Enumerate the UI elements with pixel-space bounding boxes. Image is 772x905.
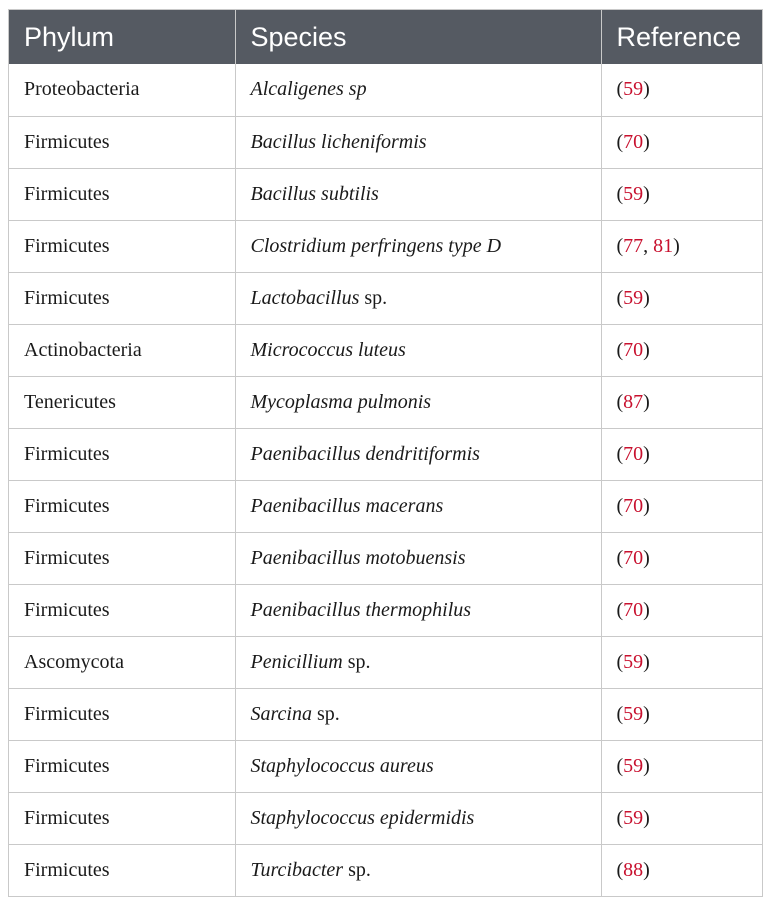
reference-link[interactable]: 59 bbox=[623, 182, 644, 205]
species-cell bbox=[235, 584, 601, 636]
reference-link[interactable]: 87 bbox=[623, 390, 644, 413]
species-cell bbox=[235, 740, 601, 792]
species-cell bbox=[235, 688, 601, 740]
reference-cell: (70) bbox=[601, 584, 762, 636]
species-cell bbox=[235, 272, 601, 324]
species-name: Staphylococcus aureus bbox=[250, 754, 434, 777]
species-name: Bacillus licheniformis bbox=[250, 130, 427, 153]
species-suffix: sp. bbox=[311, 702, 340, 725]
table-row bbox=[9, 480, 762, 532]
species-cell bbox=[235, 376, 601, 428]
species-cell bbox=[235, 220, 601, 272]
phylum-cell: Firmicutes bbox=[9, 116, 235, 168]
species-name: Staphylococcus epidermidis bbox=[250, 806, 475, 829]
phylum-cell: Firmicutes bbox=[9, 428, 235, 480]
table-row bbox=[9, 324, 762, 376]
reference-cell: (70) bbox=[601, 428, 762, 480]
phylum-cell: Actinobacteria bbox=[9, 324, 235, 376]
species-name: Sarcina bbox=[250, 702, 312, 725]
reference-link[interactable]: 70 bbox=[623, 442, 644, 465]
table-row bbox=[9, 168, 762, 220]
table-row bbox=[9, 740, 762, 792]
species-cell bbox=[235, 636, 601, 688]
species-cell bbox=[235, 324, 601, 376]
reference-link[interactable]: 81 bbox=[653, 234, 674, 257]
table-row bbox=[9, 844, 762, 896]
table-row bbox=[9, 116, 762, 168]
reference-link[interactable]: 59 bbox=[623, 702, 644, 725]
species-cell bbox=[235, 168, 601, 220]
table-row bbox=[9, 584, 762, 636]
species-name: Penicillium bbox=[250, 650, 343, 673]
reference-link[interactable]: 59 bbox=[623, 754, 644, 777]
species-cell bbox=[235, 480, 601, 532]
species-cell bbox=[235, 792, 601, 844]
reference-cell: (88) bbox=[601, 844, 762, 896]
species-cell bbox=[235, 532, 601, 584]
reference-cell: (70) bbox=[601, 116, 762, 168]
phylum-cell: Firmicutes bbox=[9, 168, 235, 220]
reference-link[interactable]: 70 bbox=[623, 338, 644, 361]
species-table-frame bbox=[8, 9, 763, 897]
reference-cell: (59) bbox=[601, 64, 762, 116]
reference-cell: (77, 81) bbox=[601, 220, 762, 272]
species-name: Paenibacillus macerans bbox=[250, 494, 444, 517]
table-row bbox=[9, 428, 762, 480]
species-name: Lactobacillus bbox=[250, 286, 360, 309]
phylum-cell: Ascomycota bbox=[9, 636, 235, 688]
table-row bbox=[9, 532, 762, 584]
reference-cell: (59) bbox=[601, 792, 762, 844]
reference-cell: (59) bbox=[601, 168, 762, 220]
species-suffix: sp. bbox=[342, 650, 371, 673]
header-row bbox=[9, 10, 762, 64]
table-row bbox=[9, 272, 762, 324]
table-row bbox=[9, 636, 762, 688]
reference-link[interactable]: 88 bbox=[623, 858, 644, 881]
species-name: Mycoplasma pulmonis bbox=[250, 390, 432, 413]
reference-link[interactable]: 59 bbox=[623, 78, 644, 101]
reference-cell: (87) bbox=[601, 376, 762, 428]
phylum-cell: Firmicutes bbox=[9, 272, 235, 324]
reference-cell: (70) bbox=[601, 480, 762, 532]
reference-cell: (59) bbox=[601, 688, 762, 740]
species-cell bbox=[235, 64, 601, 116]
species-name: Clostridium perfringens type D bbox=[250, 234, 502, 257]
table-row bbox=[9, 220, 762, 272]
header-species: Species bbox=[235, 10, 601, 64]
table-row bbox=[9, 688, 762, 740]
reference-cell: (70) bbox=[601, 532, 762, 584]
species-name: Paenibacillus motobuensis bbox=[250, 546, 466, 569]
reference-link[interactable]: 77 bbox=[623, 234, 644, 257]
phylum-cell: Tenericutes bbox=[9, 376, 235, 428]
species-name: Paenibacillus dendritiformis bbox=[250, 442, 480, 465]
reference-link[interactable]: 59 bbox=[623, 806, 644, 829]
species-cell bbox=[235, 428, 601, 480]
phylum-cell: Firmicutes bbox=[9, 740, 235, 792]
reference-link[interactable]: 59 bbox=[623, 650, 644, 673]
reference-link[interactable]: 59 bbox=[623, 286, 644, 309]
species-name: Alcaligenes sp bbox=[250, 78, 367, 101]
species-cell bbox=[235, 116, 601, 168]
species-name: Micrococcus luteus bbox=[250, 338, 406, 361]
table-row bbox=[9, 64, 762, 116]
phylum-cell: Proteobacteria bbox=[24, 78, 140, 101]
reference-cell: (59) bbox=[601, 272, 762, 324]
table-header bbox=[9, 10, 762, 64]
phylum-cell: Firmicutes bbox=[9, 584, 235, 636]
species-name: Turcibacter bbox=[250, 858, 344, 881]
phylum-cell: Firmicutes bbox=[9, 532, 235, 584]
header-reference: Reference bbox=[601, 10, 762, 64]
phylum-cell: Firmicutes bbox=[9, 792, 235, 844]
reference-cell: (70) bbox=[601, 324, 762, 376]
species-suffix: sp. bbox=[343, 858, 371, 881]
reference-link[interactable]: 70 bbox=[623, 546, 644, 569]
phylum-cell: Firmicutes bbox=[9, 220, 235, 272]
table-row bbox=[9, 792, 762, 844]
reference-link[interactable]: 70 bbox=[623, 494, 644, 517]
reference-link[interactable]: 70 bbox=[623, 130, 644, 153]
table-body bbox=[9, 64, 762, 896]
phylum-cell: Firmicutes bbox=[9, 480, 235, 532]
header-phylum: Phylum bbox=[9, 10, 235, 64]
reference-cell: (59) bbox=[601, 740, 762, 792]
reference-link[interactable]: 70 bbox=[623, 598, 644, 621]
species-table bbox=[9, 10, 762, 896]
species-name: Bacillus subtilis bbox=[250, 182, 379, 205]
species-suffix: sp. bbox=[359, 286, 388, 309]
species-cell bbox=[235, 844, 601, 896]
phylum-cell: Firmicutes bbox=[9, 844, 235, 896]
table-row bbox=[9, 376, 762, 428]
phylum-cell: Firmicutes bbox=[9, 688, 235, 740]
reference-cell: (59) bbox=[601, 636, 762, 688]
species-name: Paenibacillus thermophilus bbox=[250, 598, 472, 621]
